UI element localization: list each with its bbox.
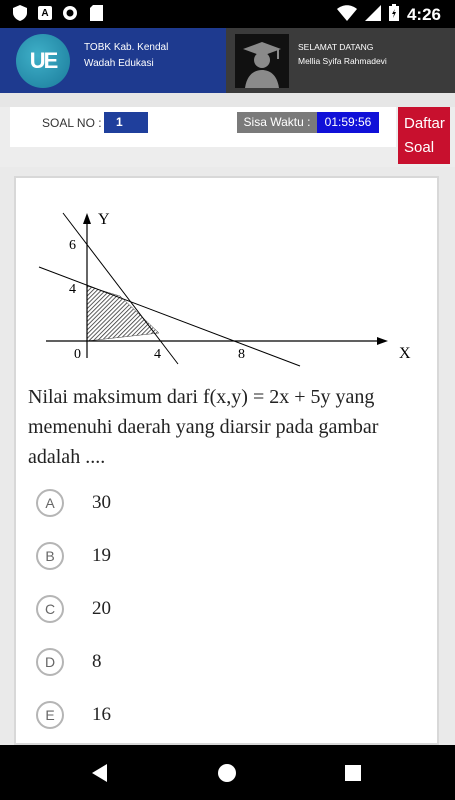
org-name: [84, 40, 168, 72]
option-d[interactable]: [36, 648, 102, 676]
tick-label-4-y: 4: [69, 282, 76, 297]
avatar: [235, 34, 289, 88]
signal-icon: [365, 5, 381, 26]
question-list-label-2: Soal: [404, 139, 435, 156]
home-icon[interactable]: [215, 761, 239, 785]
a-icon: A: [38, 6, 52, 20]
wifi-icon: [337, 5, 357, 26]
tick-label-6: 6: [69, 238, 76, 253]
option-value: 8: [92, 651, 102, 672]
option-letter: E: [36, 701, 64, 729]
tick-label-0: 0: [74, 347, 81, 362]
status-right-icons: [337, 4, 441, 26]
status-left-icons: [12, 5, 104, 21]
question-graph: [36, 198, 416, 368]
divider-band: [0, 93, 455, 107]
option-c[interactable]: [36, 595, 111, 623]
option-letter: B: [36, 542, 64, 570]
logo-text: UE: [29, 48, 57, 73]
option-value: 19: [92, 545, 111, 566]
status-bar: [0, 0, 455, 28]
graduate-icon: [235, 34, 289, 88]
option-b[interactable]: [36, 542, 111, 570]
tick-label-4-x: 4: [154, 347, 161, 362]
question-number-label: SOAL NO :: [42, 116, 102, 130]
option-value: 30: [92, 492, 111, 513]
question-card: [14, 176, 439, 745]
sd-card-icon: [88, 5, 104, 21]
option-value: 16: [92, 704, 111, 725]
battery-icon: [389, 4, 399, 26]
x-axis-arrow: [377, 337, 388, 345]
option-a[interactable]: [36, 489, 111, 517]
shield-icon: [12, 5, 28, 21]
header-user-panel: [226, 28, 455, 93]
android-nav-bar: [0, 745, 455, 800]
circle-icon: [62, 5, 78, 21]
app-logo: [16, 34, 70, 88]
option-letter: D: [36, 648, 64, 676]
countdown-timer: 01:59:56: [317, 112, 379, 133]
header-org-panel: [0, 28, 226, 93]
question-number: 1: [104, 112, 148, 133]
question-toolbar: [0, 107, 455, 167]
question-list-label-1: Daftar: [404, 115, 445, 132]
user-name: Mellia Syifa Rahmadevi: [298, 56, 387, 66]
org-line2: Wadah Edukasi: [84, 58, 154, 69]
org-line1: TOBK Kab. Kendal: [84, 42, 169, 53]
question-text: Nilai maksimum dari f(x,y) = 2x + 5y yang memenuhi daerah yang diarsir pada gambar adalah ....: [28, 386, 379, 468]
shaded-region: [87, 286, 159, 341]
x-axis-label: X: [399, 345, 411, 362]
time-remaining-label: Sisa Waktu :: [237, 112, 317, 133]
option-letter: A: [36, 489, 64, 517]
welcome-title: SELAMAT DATANG: [298, 42, 374, 52]
question-list-button[interactable]: [398, 107, 450, 164]
option-e[interactable]: [36, 701, 111, 729]
y-axis-arrow: [83, 213, 91, 224]
option-value: 20: [92, 598, 111, 619]
recents-icon[interactable]: [341, 761, 365, 785]
y-axis-label: Y: [98, 211, 110, 228]
back-icon[interactable]: [88, 761, 112, 785]
option-letter: C: [36, 595, 64, 623]
welcome-text: [298, 40, 387, 68]
app-header: [0, 28, 455, 93]
clock: 4:26: [406, 5, 441, 24]
tick-label-8: 8: [238, 347, 245, 362]
